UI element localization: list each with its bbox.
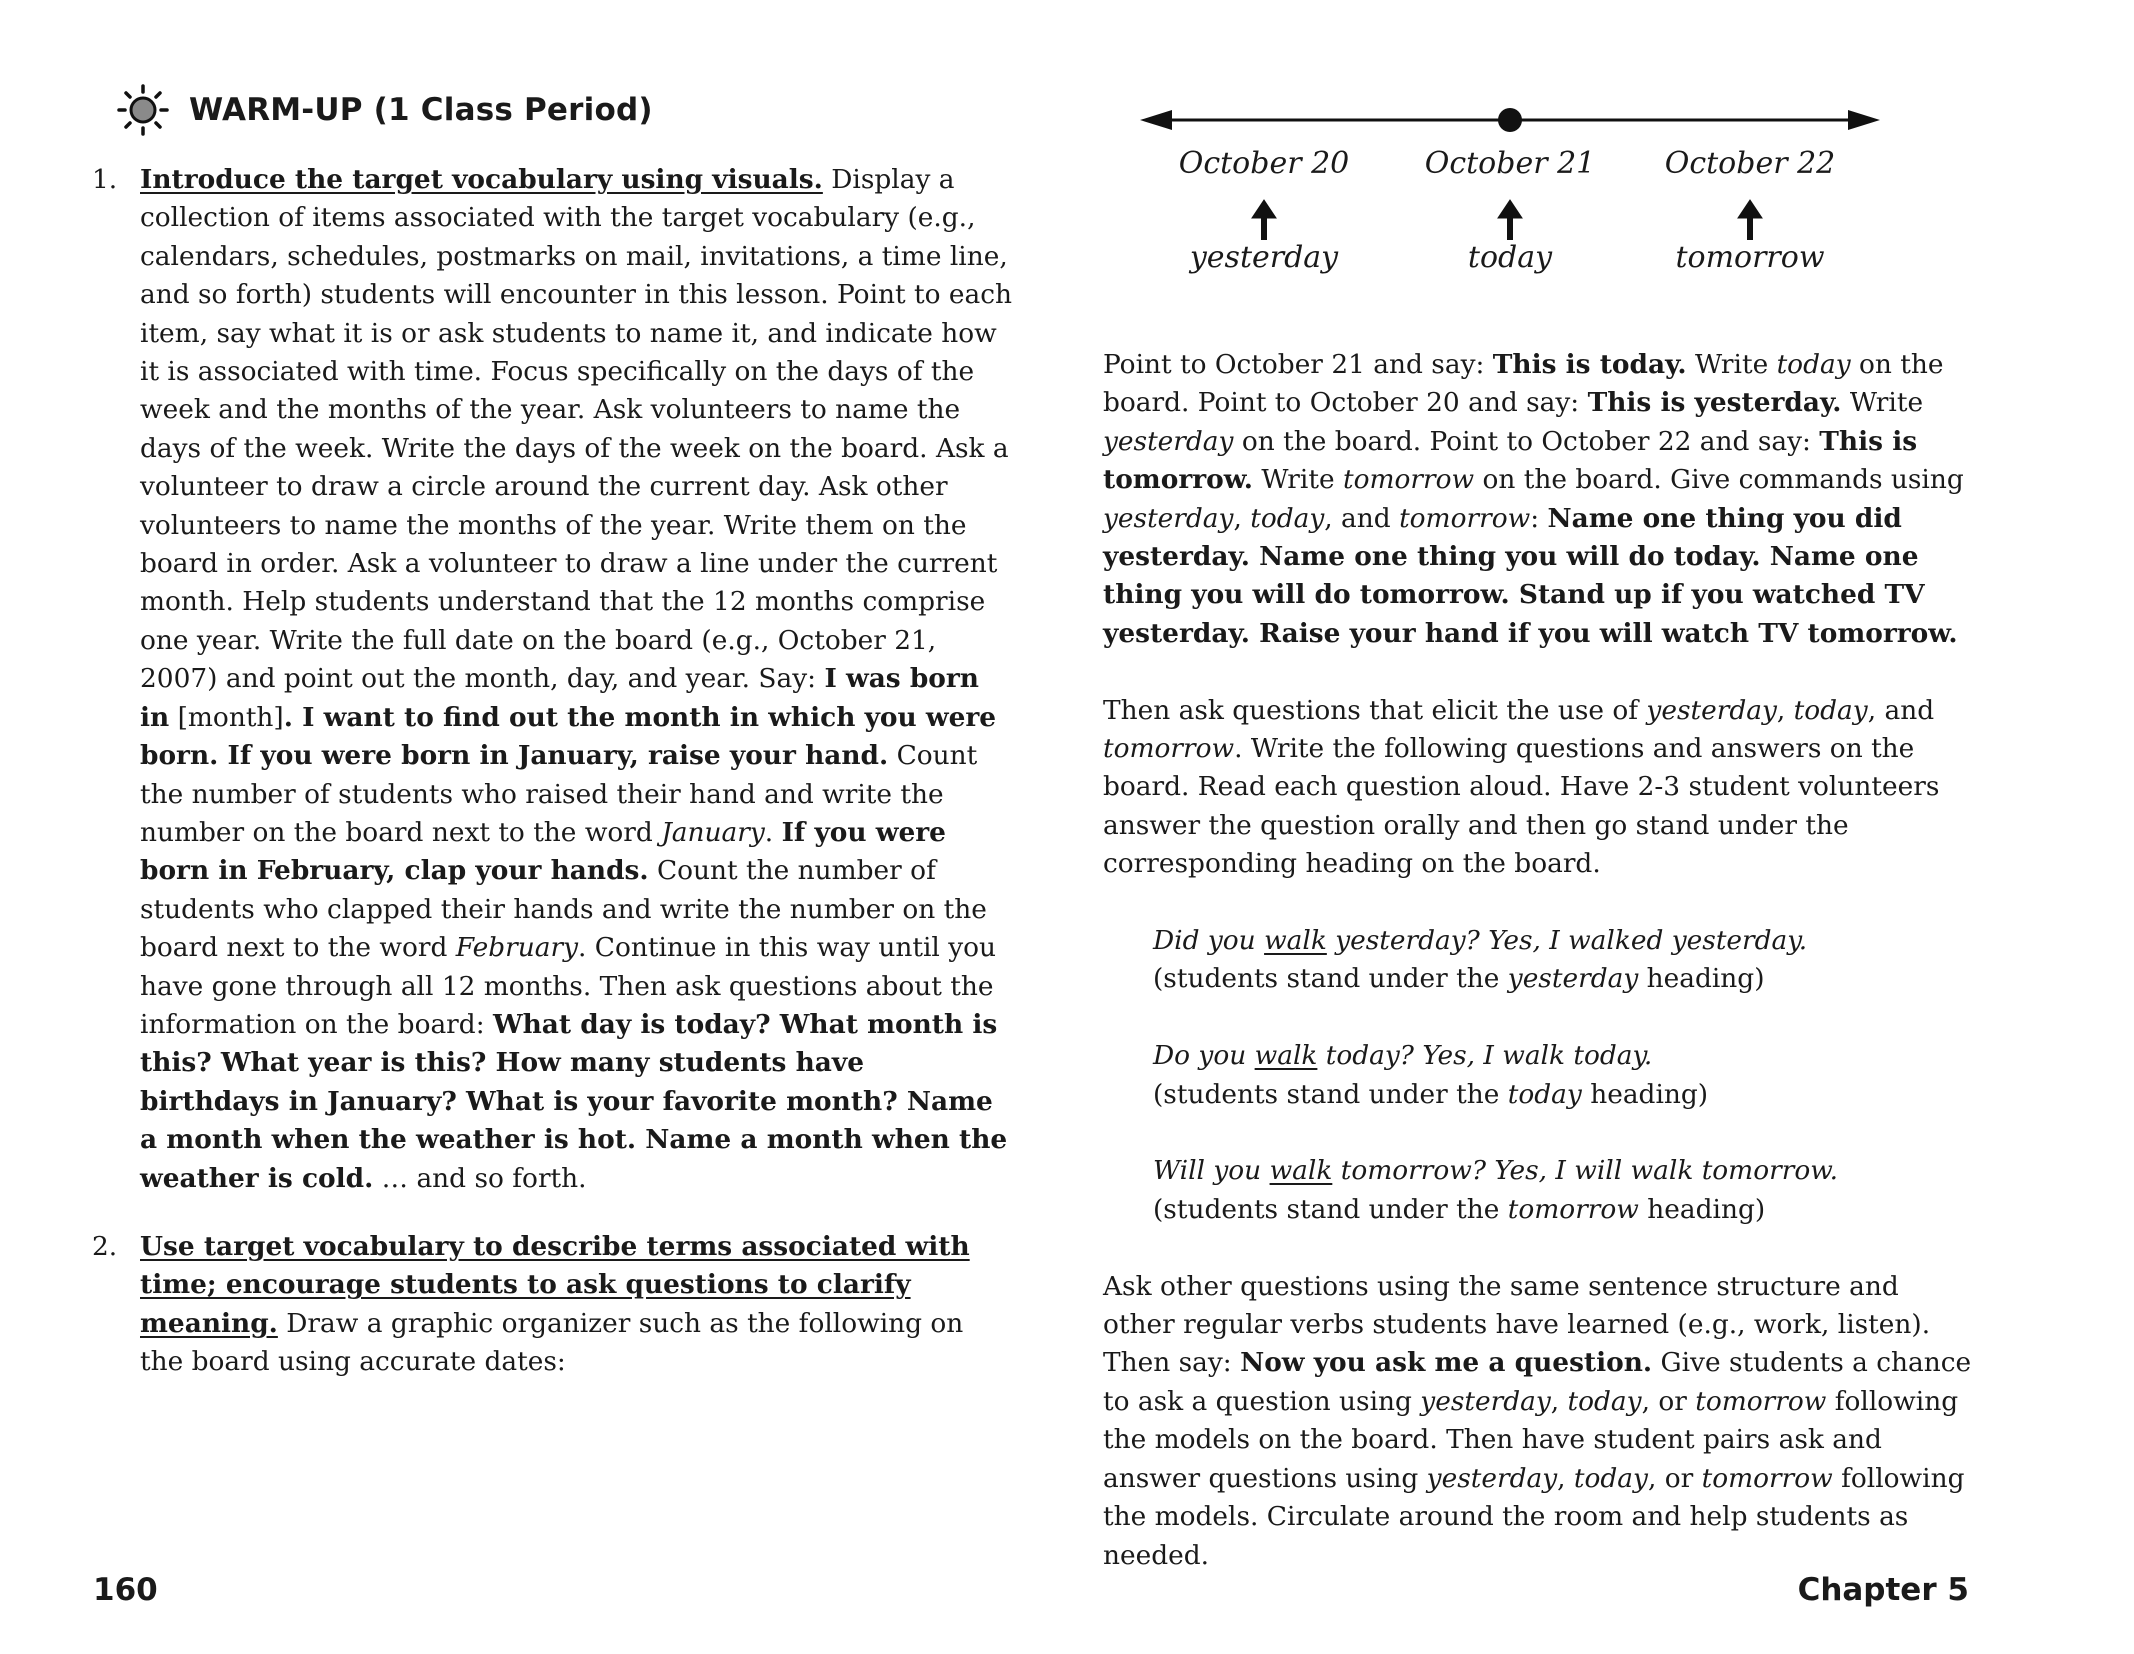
text-run: Did you — [1153, 925, 1265, 957]
text-run: on the board. Give commands using — [1474, 464, 1964, 496]
text-run: . Write the following questions and answers on the board. Read each question aloud. Have 2-3 student volunteers answer the question orally and then go stand under the corresponding heading on the board. — [1103, 733, 1940, 880]
paragraph — [1103, 1268, 1973, 1575]
text-run: , — [1550, 1385, 1568, 1417]
text-run: (students stand under the — [1153, 1193, 1508, 1225]
bold-run: What day is today? What month is this? What year is this? How many students have birthdays in January? What is your favorite month? Name a month when the weather is hot. Name a month when the weather is cold. — [140, 1008, 1008, 1194]
paragraph — [1103, 346, 1973, 653]
italic-run: January — [661, 816, 765, 848]
item-number: 1. — [92, 164, 118, 195]
left-arrowhead — [1140, 110, 1172, 130]
paragraph — [1103, 692, 1973, 884]
text-run: Write — [1841, 387, 1924, 419]
date-oct-22: October 22 — [1664, 146, 1836, 181]
italic-run: tomorrow — [1507, 1193, 1639, 1225]
italic-run: today — [1507, 1078, 1582, 1110]
example-qa-3 — [1153, 1152, 1973, 1229]
right-arrowhead — [1848, 110, 1880, 130]
text-run: , — [1776, 694, 1794, 726]
date-oct-20: October 20 — [1178, 146, 1350, 181]
bold-run: This is yesterday. — [1587, 387, 1842, 419]
text-run: , and — [1867, 694, 1935, 726]
example-qa-1 — [1153, 922, 1973, 999]
underlined-verb: walk — [1264, 925, 1327, 957]
example-question — [1153, 1037, 1973, 1075]
word-yesterday: yesterday — [1189, 240, 1339, 275]
text-run: Count the number of students who clapped their hands and write the number on the board next to the word — [140, 855, 987, 964]
italic-run: tomorrow — [1695, 1385, 1827, 1417]
text-run: Give students a chance to ask a question using — [1103, 1347, 1972, 1417]
word-tomorrow: tomorrow — [1675, 240, 1825, 275]
example-direction — [1153, 1191, 1973, 1229]
italic-run: yesterday — [1103, 502, 1234, 534]
bold-run: If you were born in February, clap your hands. — [140, 816, 946, 887]
text-run: following the models on the board. Then have student pairs ask and answer questions using — [1103, 1385, 1959, 1494]
text-run: . — [764, 816, 782, 848]
text-run: heading) — [1581, 1078, 1709, 1110]
bold-run: This is today. — [1492, 349, 1687, 380]
word-today: today — [1467, 240, 1553, 275]
text-run: Do you — [1153, 1040, 1255, 1072]
italic-run: today — [1567, 1385, 1642, 1417]
timeline-line — [1140, 100, 1880, 140]
italic-run: February — [455, 932, 579, 964]
italic-run: tomorrow — [1399, 502, 1531, 534]
bold-run: I was born in — [140, 663, 979, 733]
left-column — [92, 161, 1012, 1382]
text-run: : — [1530, 502, 1548, 534]
example-qa-2 — [1153, 1037, 1973, 1114]
example-direction — [1153, 1076, 1973, 1114]
text-run: Count the number of students who raised their hand and write the number on the board next to the word — [140, 740, 978, 848]
italic-run: tomorrow — [1701, 1462, 1833, 1494]
text-run: on the board. Point to October 22 and say: — [1233, 425, 1820, 457]
list-item — [92, 1228, 1012, 1382]
section-title: WARM-UP (1 Class Period) — [189, 92, 653, 128]
text-run: , and — [1324, 502, 1400, 534]
text-run: yesterday? Yes, I walked yesterday. — [1326, 925, 1808, 957]
date-oct-21: October 21 — [1424, 146, 1596, 181]
up-arrow-icon — [1252, 200, 1276, 240]
underlined-verb: walk — [1269, 1155, 1333, 1187]
bold-run: . I want to find out the month in which you were born. If you were born in January, raise your hand. — [140, 701, 997, 772]
text-run: Display a collection of items associated with the target vocabulary (e.g., calendars, schedules, postmarks on mail, invitations, a time line, and so forth) students will encounter in this lesson. Point to each item, say what it is or ask students to name it, and indicate how it is associated with time. Focus specifically on the days of the week and the months of the year. Ask volunteers to name the days of the week. Write the days of the week on the board. Ask a volunteer to draw a circle around the current day. Ask other volunteers to name the months of the year. Write them on the board in order. Ask a volunteer to draw a line under the current month. Help students understand that the 12 months comprise one year. Write the full date on the board (e.g., October 21, 2007) and point out the month, day, and year. Say: — [140, 164, 1013, 695]
text-run: Point to October 21 and say: — [1103, 349, 1493, 380]
item-body — [140, 1228, 1012, 1382]
italic-run: today — [1793, 694, 1868, 726]
page-number: 160 — [93, 1572, 158, 1608]
item-number: 2. — [92, 1230, 118, 1262]
text-run: Write — [1686, 349, 1777, 380]
text-run: Draw a graphic organizer such as the following on the board using accurate dates: — [140, 1307, 964, 1378]
text-run: … and so forth. — [373, 1162, 587, 1194]
text-run: today? Yes, I walk today. — [1317, 1040, 1653, 1072]
chapter-label: Chapter 5 — [1797, 1572, 1969, 1608]
italic-run: today — [1573, 1462, 1648, 1494]
example-direction — [1153, 960, 1973, 998]
timeline-organizer — [1140, 100, 1880, 290]
text-run: , — [1557, 1462, 1574, 1494]
example-question — [1153, 922, 1973, 960]
text-run: Ask other questions using the same sentence structure and other regular verbs students have learned (e.g., work, listen). Then say: — [1103, 1270, 1931, 1379]
up-arrow-icon — [1498, 200, 1522, 240]
text-run: (students stand under the — [1153, 1078, 1508, 1110]
up-arrow-icon — [1738, 200, 1762, 240]
text-run: Then ask questions that elicit the use of — [1103, 694, 1647, 726]
timeline-dot — [1498, 108, 1522, 132]
text-run: , — [1233, 502, 1251, 534]
italic-run: tomorrow — [1103, 733, 1235, 765]
bold-run: Now you ask me a question. — [1240, 1347, 1653, 1379]
text-run: [month] — [169, 701, 284, 733]
text-run: . Continue in this way until you have gone through all 12 months. Then ask questions about the information on the board: — [140, 932, 997, 1040]
bold-run: This is tomorrow. — [1103, 425, 1918, 496]
bold-run: Name one thing you did yesterday. Name one thing you will do today. Name one thing you will do tomorrow. Stand up if you watched TV yesterday. Raise your hand if you will watch TV tomorrow. — [1103, 502, 1958, 649]
item-heading: Introduce the target vocabulary using visuals. — [140, 164, 823, 195]
italic-run: today — [1250, 502, 1325, 534]
italic-run: yesterday — [1426, 1462, 1558, 1494]
text-run: Write — [1252, 464, 1343, 496]
italic-run: yesterday — [1507, 963, 1639, 995]
text-run: following the models. Circulate around the room and help students as needed. — [1103, 1462, 1965, 1571]
text-run: heading) — [1638, 963, 1765, 995]
italic-run: tomorrow — [1342, 464, 1475, 496]
underlined-verb: walk — [1254, 1040, 1318, 1072]
text-run: , or — [1641, 1385, 1696, 1417]
text-run: on the board. Point to October 20 and say: — [1103, 349, 1944, 419]
text-run: Will you — [1153, 1155, 1270, 1187]
item-heading: Use target vocabulary to describe terms associated with time; encourage students to ask questions to clarify meaning. — [140, 1230, 970, 1339]
italic-run: today — [1776, 349, 1851, 380]
text-run: tomorrow? Yes, I will walk tomorrow. — [1332, 1155, 1839, 1187]
warmup-header — [105, 82, 653, 138]
italic-run: yesterday — [1420, 1385, 1551, 1417]
text-run: (students stand under the — [1153, 963, 1508, 995]
right-column — [1103, 346, 1973, 1613]
italic-run: yesterday — [1646, 694, 1777, 726]
item-body — [140, 161, 1012, 1198]
text-run: , or — [1647, 1462, 1702, 1494]
text-run: heading) — [1638, 1193, 1766, 1225]
example-question — [1153, 1152, 1973, 1190]
sun-icon — [105, 82, 175, 138]
italic-run: yesterday — [1103, 425, 1234, 457]
list-item — [92, 161, 1012, 1198]
